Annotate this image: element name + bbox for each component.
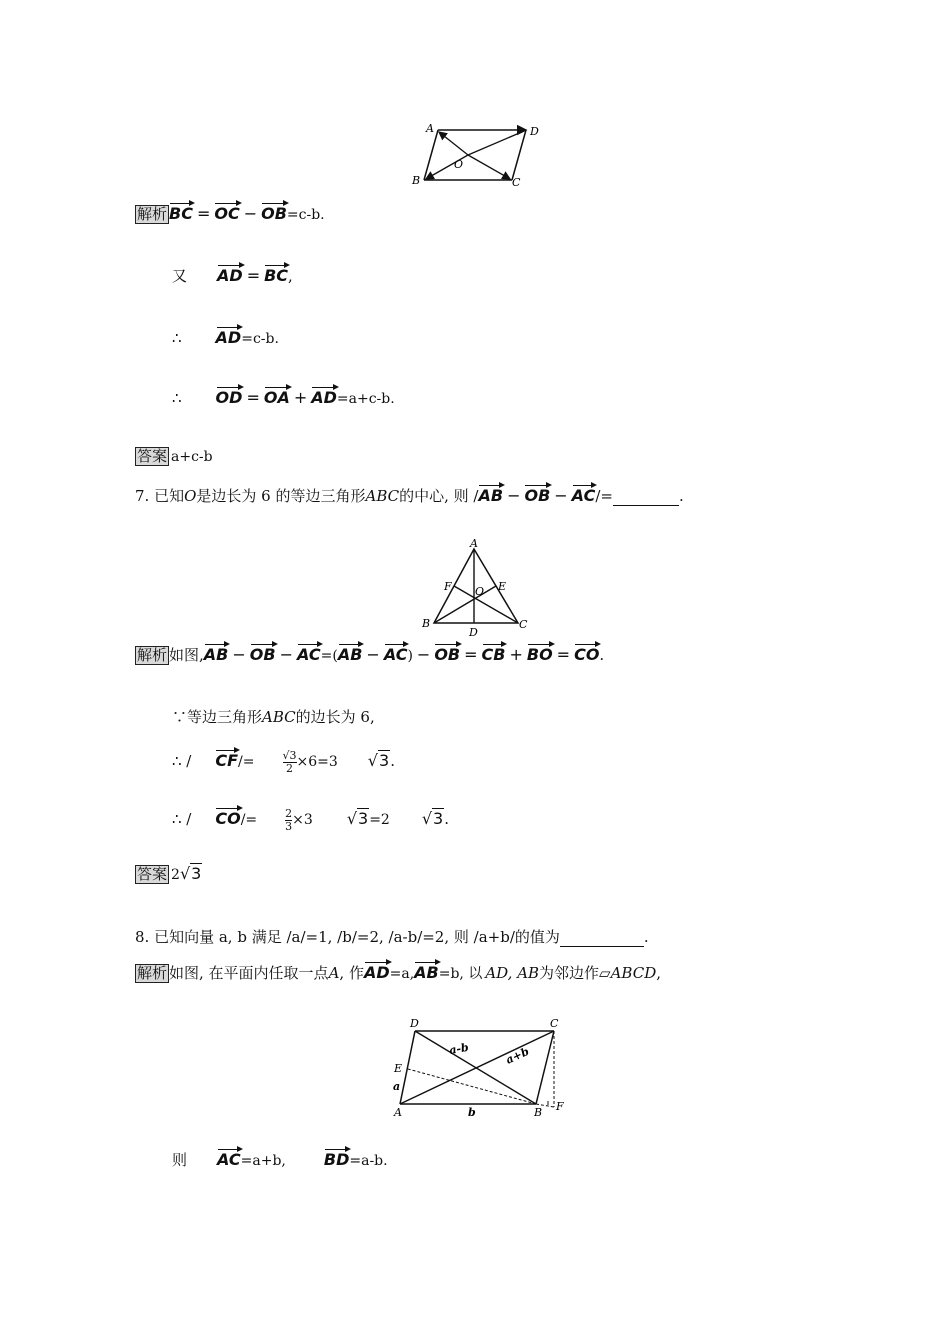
s7-line-3 <box>172 749 395 775</box>
s8-line-2 <box>172 1148 388 1170</box>
s8-then: 则 <box>172 1151 188 1169</box>
s7-because-b: 的边长为 6, <box>295 708 375 726</box>
p6-line2-tail: , <box>288 267 293 285</box>
answer-tag: 答案 <box>137 865 168 883</box>
s7-l4-rest: ×3 <box>292 812 313 828</box>
p6-answer-value: a+c-b <box>171 449 213 465</box>
fig2-label-a: A <box>470 537 478 550</box>
solution-tag: 解析 <box>137 964 168 982</box>
triangle-figure-2 <box>418 537 538 639</box>
fig3-label-b-lower: b <box>468 1106 476 1119</box>
vector-ab: AB <box>478 486 504 505</box>
s7-eq: =( <box>320 648 338 664</box>
vector-co: CO <box>215 809 241 828</box>
sqrt-3: √3 <box>367 751 390 770</box>
s8-var-a: A <box>328 964 340 982</box>
fig2-label-b: B <box>422 617 431 630</box>
vector-ac: AC <box>217 1150 241 1169</box>
radicand: 3 <box>379 751 390 770</box>
s7-because: ∵等边三角形 <box>172 708 263 726</box>
fig3-label-c: C <box>550 1017 559 1030</box>
fraction-sqrt3-over-2 <box>283 750 297 775</box>
vector-bo: BO <box>526 645 553 664</box>
radicand: 3 <box>191 864 202 883</box>
therefore-symbol: ∴ / <box>172 810 192 828</box>
fig1-label-b: B <box>412 174 421 187</box>
answer-blank <box>613 491 679 506</box>
vector-ab: AB <box>337 645 363 664</box>
fraction-numerator: √3 <box>282 748 297 762</box>
fig3-label-b: B <box>534 1106 543 1119</box>
sqrt-3: √3 <box>421 809 444 828</box>
vector-ac: AC <box>571 486 596 505</box>
p6-answer <box>135 447 213 466</box>
s8-t3: =a+b, <box>240 1153 286 1169</box>
p6-line2-lead: 又 <box>172 267 188 285</box>
p6-solution-line-2: 又 AD = BC, <box>172 266 293 285</box>
vector-bc: BC <box>264 266 289 285</box>
vector-oa: OA <box>263 388 290 407</box>
s8-t1: =a, <box>389 966 415 982</box>
fig2-label-d: D <box>469 626 478 639</box>
fig3-label-f: F <box>556 1100 564 1113</box>
s7-line-1: 解析 如图,AB − OB − AC=(AB − AC) − OB = CB + BO = CO. <box>137 645 605 664</box>
p6-solution-line-3 <box>172 326 279 347</box>
s8-text-d: 为邻边作▱ <box>539 964 611 982</box>
q7-var-o: O <box>184 487 197 505</box>
fig2-label-c: C <box>519 618 528 631</box>
s8-var-abcd: ABCD <box>610 964 657 982</box>
therefore-symbol: ∴ / <box>172 752 192 770</box>
s8-text-b: , 作 <box>339 964 364 982</box>
fig1-label-a: A <box>426 122 434 135</box>
s7-var-abc: ABC <box>262 708 296 726</box>
p6-line3-tail: =c-b. <box>241 331 279 347</box>
radicand: 3 <box>358 809 369 828</box>
q8-text: 8. 已知向量 a, b 满足 /a/=1, /b/=2, /a-b/=2, 则 /a+b/的值为 <box>135 928 560 946</box>
vector-ac: AC <box>383 645 408 664</box>
vector-bc: BC <box>169 204 193 223</box>
vector-ob: OB <box>434 645 461 664</box>
q7-question: 7. 已知O是边长为 6 的等边三角形ABC的中心, 则 /AB − OB − AC/= . <box>135 486 684 505</box>
q7-text-c: 的中心, 则 / <box>399 487 479 505</box>
q7-text-d: /= <box>595 487 613 505</box>
s7-lead: 如图, <box>169 646 204 664</box>
therefore-symbol: ∴ <box>172 389 182 407</box>
therefore-symbol: ∴ <box>172 329 182 347</box>
s7-l4-end: . <box>444 810 450 828</box>
solution-tag: 解析 <box>137 205 168 223</box>
answer-coefficient: 2 <box>171 867 180 883</box>
sqrt-3: √3 <box>346 809 369 828</box>
fig3-label-a: A <box>394 1106 402 1119</box>
vector-ad: AD <box>311 388 337 407</box>
vector-ob: OB <box>261 204 287 223</box>
vector-bd: BD <box>323 1150 350 1169</box>
s7-l3-mid: /= <box>238 754 255 770</box>
vector-cb: CB <box>481 645 506 664</box>
fig3-label-e: E <box>394 1062 403 1075</box>
fig1-label-o: O <box>454 158 464 171</box>
vector-cf: CF <box>215 751 239 770</box>
fraction-numerator: 2 <box>285 806 293 820</box>
vector-ab: AB <box>203 645 229 664</box>
p6-solution-line-1: 解析 BC = OC − OB=c-b. <box>137 204 325 223</box>
vector-ob: OB <box>249 645 276 664</box>
p6-line1-tail: =c-b. <box>286 207 325 223</box>
vector-oc: OC <box>214 204 240 223</box>
radicand: 3 <box>433 809 444 828</box>
parallelogram-figure-3 <box>388 1016 574 1122</box>
p6-solution-line-4: ∴ OD = OA + AD=a+c-b. <box>172 388 395 407</box>
solution-tag: 解析 <box>137 646 168 664</box>
vector-ab: AB <box>414 963 439 982</box>
q7-text-b: 是边长为 6 的等边三角形 <box>196 487 366 505</box>
s7-close: ) <box>407 648 413 664</box>
q7-text-e: . <box>678 487 684 505</box>
q8-end: . <box>643 928 649 946</box>
answer-tag: 答案 <box>137 447 168 465</box>
fig3-label-apb: a+b <box>503 1044 532 1067</box>
fig1-label-c: C <box>512 176 521 189</box>
s8-text-a: 如图, 在平面内任取一点 <box>169 964 329 982</box>
sqrt-3: √3 <box>179 864 202 883</box>
vector-ad: AD <box>363 963 390 982</box>
vector-co: CO <box>574 645 600 664</box>
s8-var-ad-ab: AD, AB <box>485 964 540 982</box>
s7-l4-eq: =2 <box>369 812 390 828</box>
s7-l3-end: . <box>390 752 395 770</box>
vector-ad: AD <box>215 328 242 347</box>
fig2-label-e: E <box>498 580 507 593</box>
vector-ad: AD <box>217 266 243 285</box>
q7-var-abc: ABC <box>365 487 400 505</box>
parallelogram-figure-1 <box>408 118 548 190</box>
s7-answer <box>135 864 202 884</box>
fraction-denominator: 2 <box>286 761 293 775</box>
answer-blank <box>560 932 644 947</box>
s8-line-1 <box>135 961 661 983</box>
q7-text-a: 7. 已知 <box>135 487 185 505</box>
fig3-label-a-lower: a <box>393 1080 401 1093</box>
fig3-label-d: D <box>410 1017 419 1030</box>
fig3-label-amb: a-b <box>448 1040 470 1057</box>
vector-od: OD <box>215 388 243 407</box>
p6-line4-tail: =a+c-b. <box>336 391 395 407</box>
s7-l4-mid: /= <box>240 812 258 828</box>
s7-end: . <box>599 646 605 664</box>
q8-question <box>135 926 649 947</box>
s7-line-4 <box>172 807 449 833</box>
fig2-label-o: O <box>475 585 485 598</box>
s8-t4: =a-b. <box>349 1153 388 1169</box>
fig1-label-d: D <box>530 125 539 138</box>
s7-l3-rest: ×6=3 <box>296 754 338 770</box>
fraction-denominator: 3 <box>285 819 293 833</box>
s8-t2: =b, 以 <box>438 966 483 982</box>
fig2-label-f: F <box>444 580 452 593</box>
s8-end: , <box>656 964 662 982</box>
vector-ac: AC <box>296 645 321 664</box>
s7-line-2 <box>172 706 375 727</box>
vector-ob: OB <box>524 486 551 505</box>
